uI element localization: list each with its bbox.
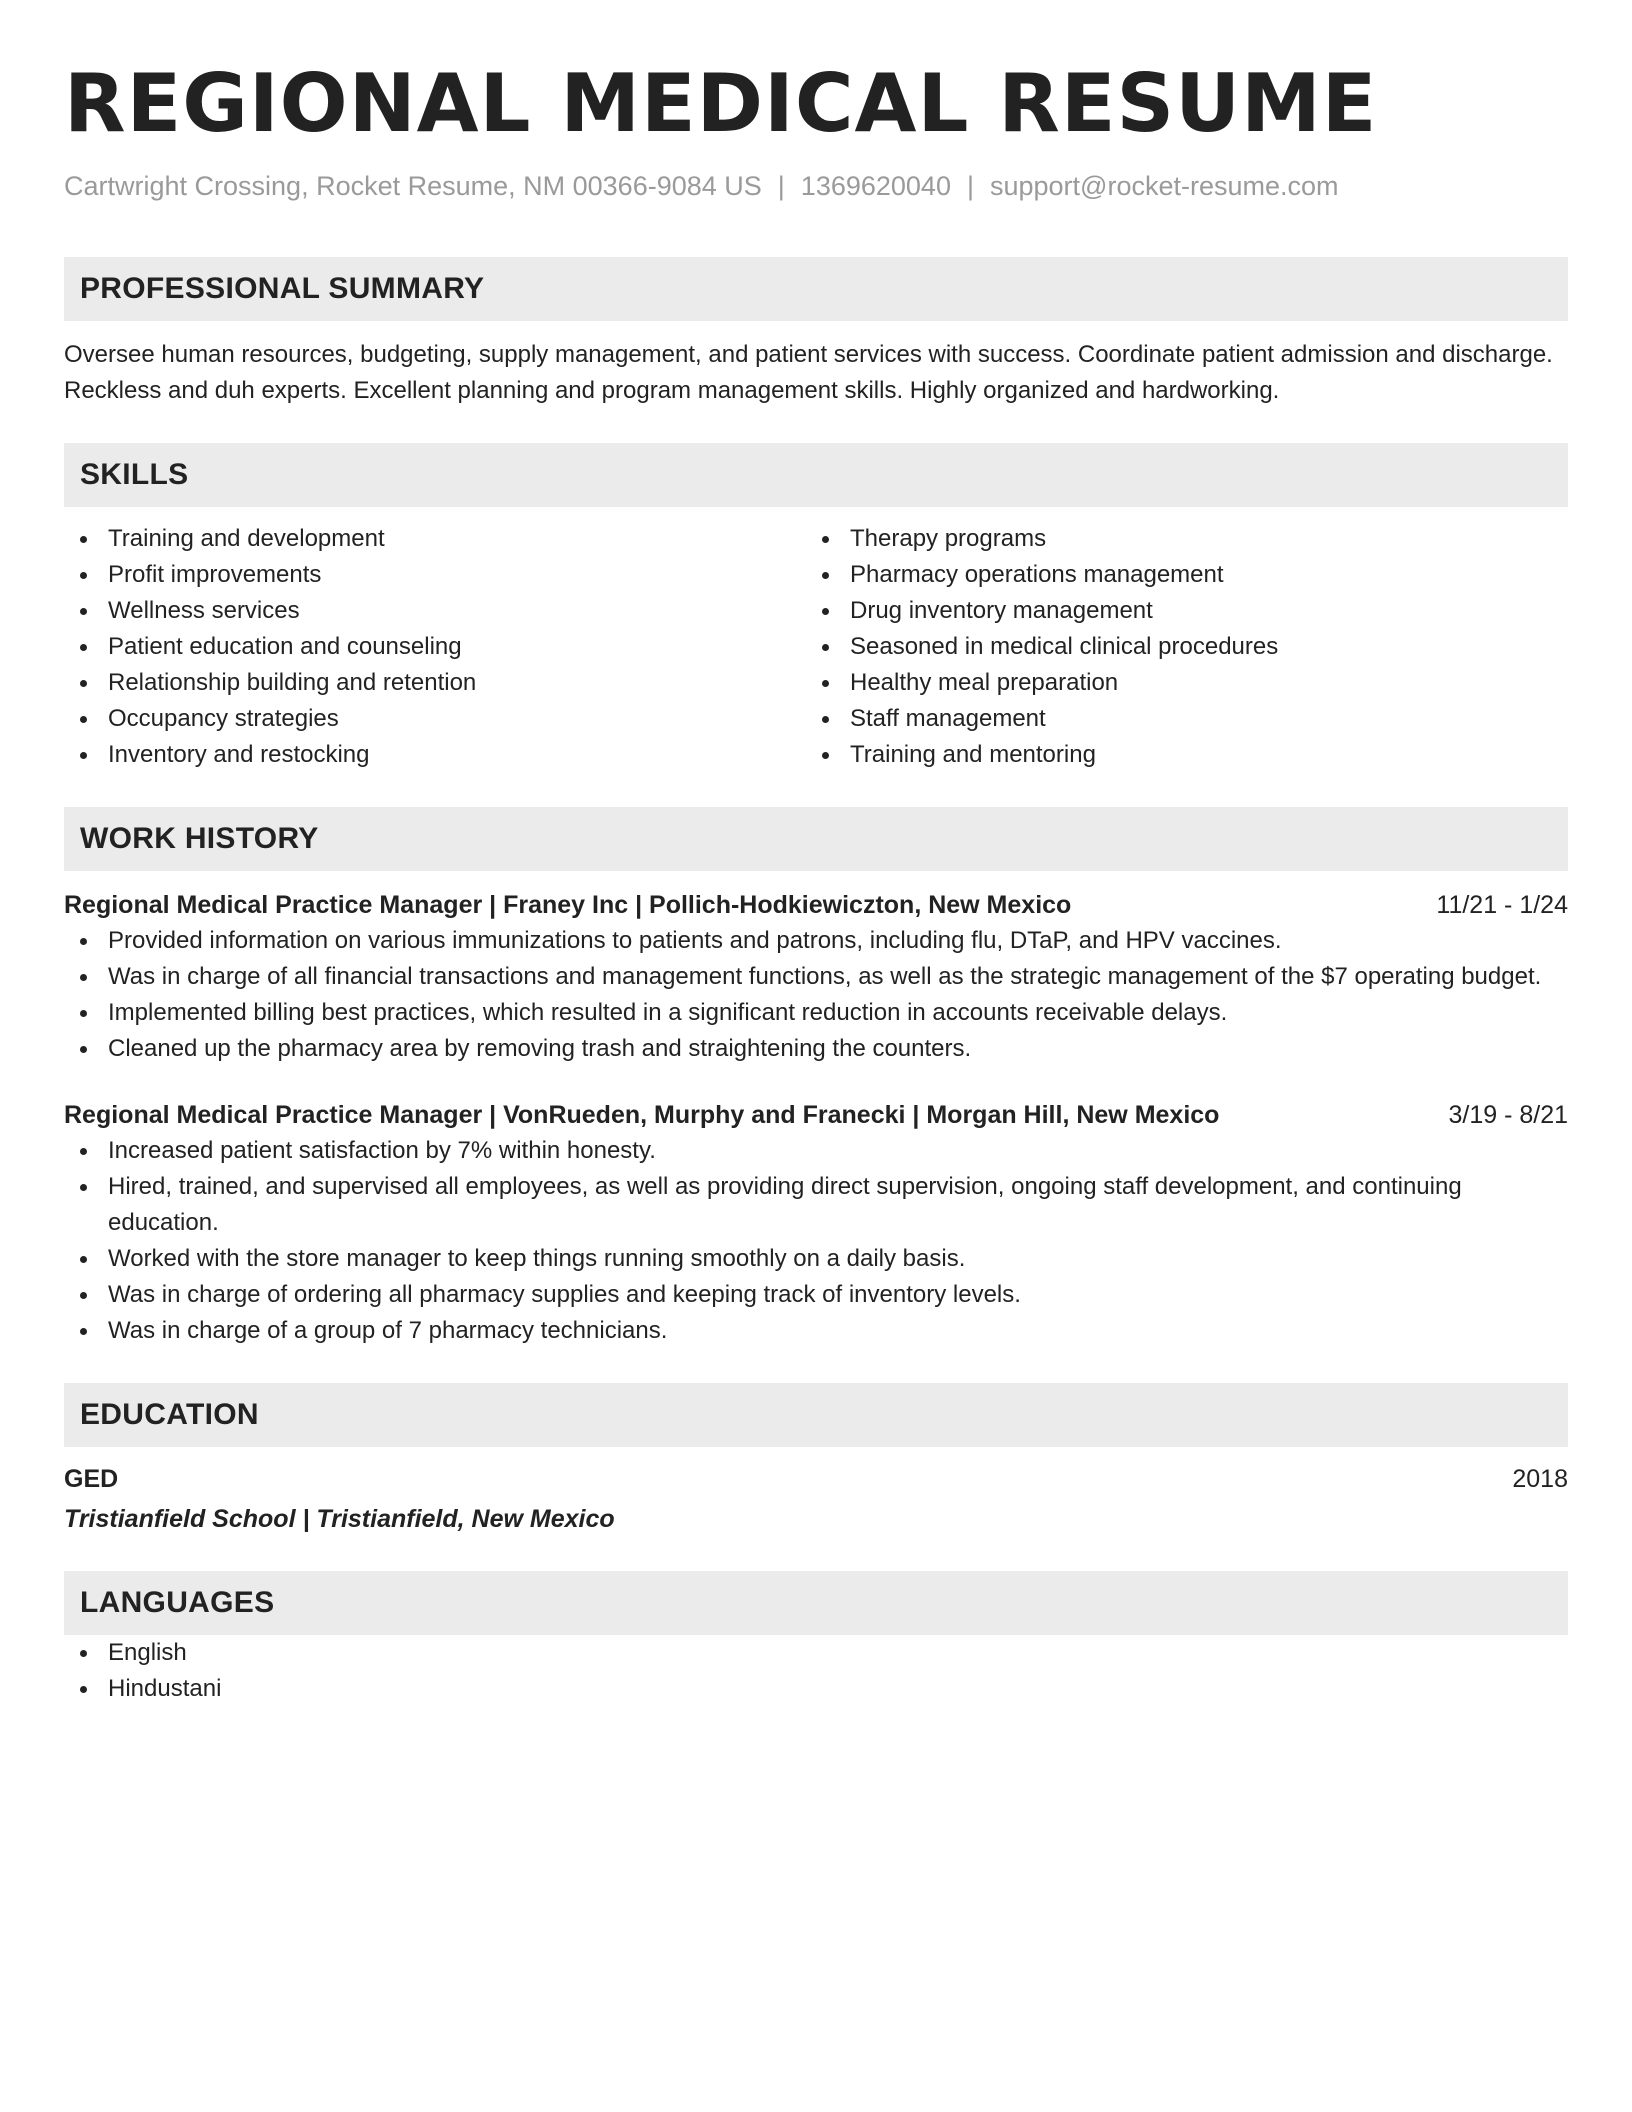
skill-item: Training and mentoring [806,737,1548,773]
job-dates: 3/19 - 8/21 [1448,1101,1568,1129]
contact-separator: | [777,171,785,201]
language-item: English [64,1635,1568,1671]
job-bullet: Implemented billing best practices, which resulted in a significant reduction in accounts receivable delays. [64,995,1568,1031]
skill-item: Profit improvements [64,557,806,593]
skills-columns [64,521,1568,773]
job-bullet: Cleaned up the pharmacy area by removing trash and straightening the counters. [64,1031,1568,1067]
job-bullet: Increased patient satisfaction by 7% within honesty. [64,1133,1568,1169]
contact-address: Cartwright Crossing, Rocket Resume, NM 00366-9084 US [64,171,762,201]
contact-email: support@rocket-resume.com [989,171,1339,201]
job-bullets [64,1133,1568,1349]
skills-list-right [806,521,1548,773]
skills-list-left [64,521,806,773]
education-degree: GED [64,1465,119,1493]
job-bullet: Was in charge of a group of 7 pharmacy technicians. [64,1313,1568,1349]
job-title: Regional Medical Practice Manager | VonRueden, Murphy and Franecki | Morgan Hill, New Mexico [64,1101,1220,1129]
skill-item: Wellness services [64,593,806,629]
job-title: Regional Medical Practice Manager | Franey Inc | Pollich-Hodkiewiczton, New Mexico [64,891,1072,919]
job-bullet: Was in charge of all financial transactions and management functions, as well as the strategic management of the $7 operating budget. [64,959,1568,995]
contact-phone: 1369620040 [800,171,951,201]
job-dates: 11/21 - 1/24 [1436,891,1568,919]
skill-item: Patient education and counseling [64,629,806,665]
languages-list [64,1635,1568,1707]
skill-item: Therapy programs [806,521,1548,557]
education-header [64,1461,1568,1497]
resume-name: REGIONAL MEDICAL RESUME [64,57,1378,150]
contact-separator: | [966,171,974,201]
skill-item: Relationship building and retention [64,665,806,701]
contact-line [64,168,1568,204]
education-year: 2018 [1512,1465,1568,1493]
language-item: Hindustani [64,1671,1568,1707]
section-heading-skills: SKILLS [64,443,1568,507]
skill-item: Staff management [806,701,1548,737]
skill-item: Drug inventory management [806,593,1548,629]
section-heading-education: EDUCATION [64,1383,1568,1447]
section-heading-summary: PROFESSIONAL SUMMARY [64,257,1568,321]
skill-item: Training and development [64,521,806,557]
job-bullets [64,923,1568,1067]
summary-text: Oversee human resources, budgeting, supply management, and patient services with success. Coordinate patient admission and discharge. Reckless and duh experts. Excellent planning and program management skills. Highly organized and hardworking. [64,341,1553,404]
skill-item: Pharmacy operations management [806,557,1548,593]
skill-item: Inventory and restocking [64,737,806,773]
job-header [64,1097,1568,1133]
job-bullet: Hired, trained, and supervised all employees, as well as providing direct supervision, ongoing staff development, and continuing education. [64,1169,1568,1241]
resume-page [64,56,1568,1707]
job-header [64,887,1568,923]
education-school: Tristianfield School | Tristianfield, New Mexico [64,1505,615,1533]
section-heading-work-history: WORK HISTORY [64,807,1568,871]
job-bullet: Provided information on various immunizations to patients and patrons, including flu, DTaP, and HPV vaccines. [64,923,1568,959]
skill-item: Healthy meal preparation [806,665,1548,701]
skill-item: Seasoned in medical clinical procedures [806,629,1548,665]
job-bullet: Worked with the store manager to keep things running smoothly on a daily basis. [64,1241,1568,1277]
job-bullet: Was in charge of ordering all pharmacy supplies and keeping track of inventory levels. [64,1277,1568,1313]
skill-item: Occupancy strategies [64,701,806,737]
section-heading-languages: LANGUAGES [64,1571,1568,1635]
